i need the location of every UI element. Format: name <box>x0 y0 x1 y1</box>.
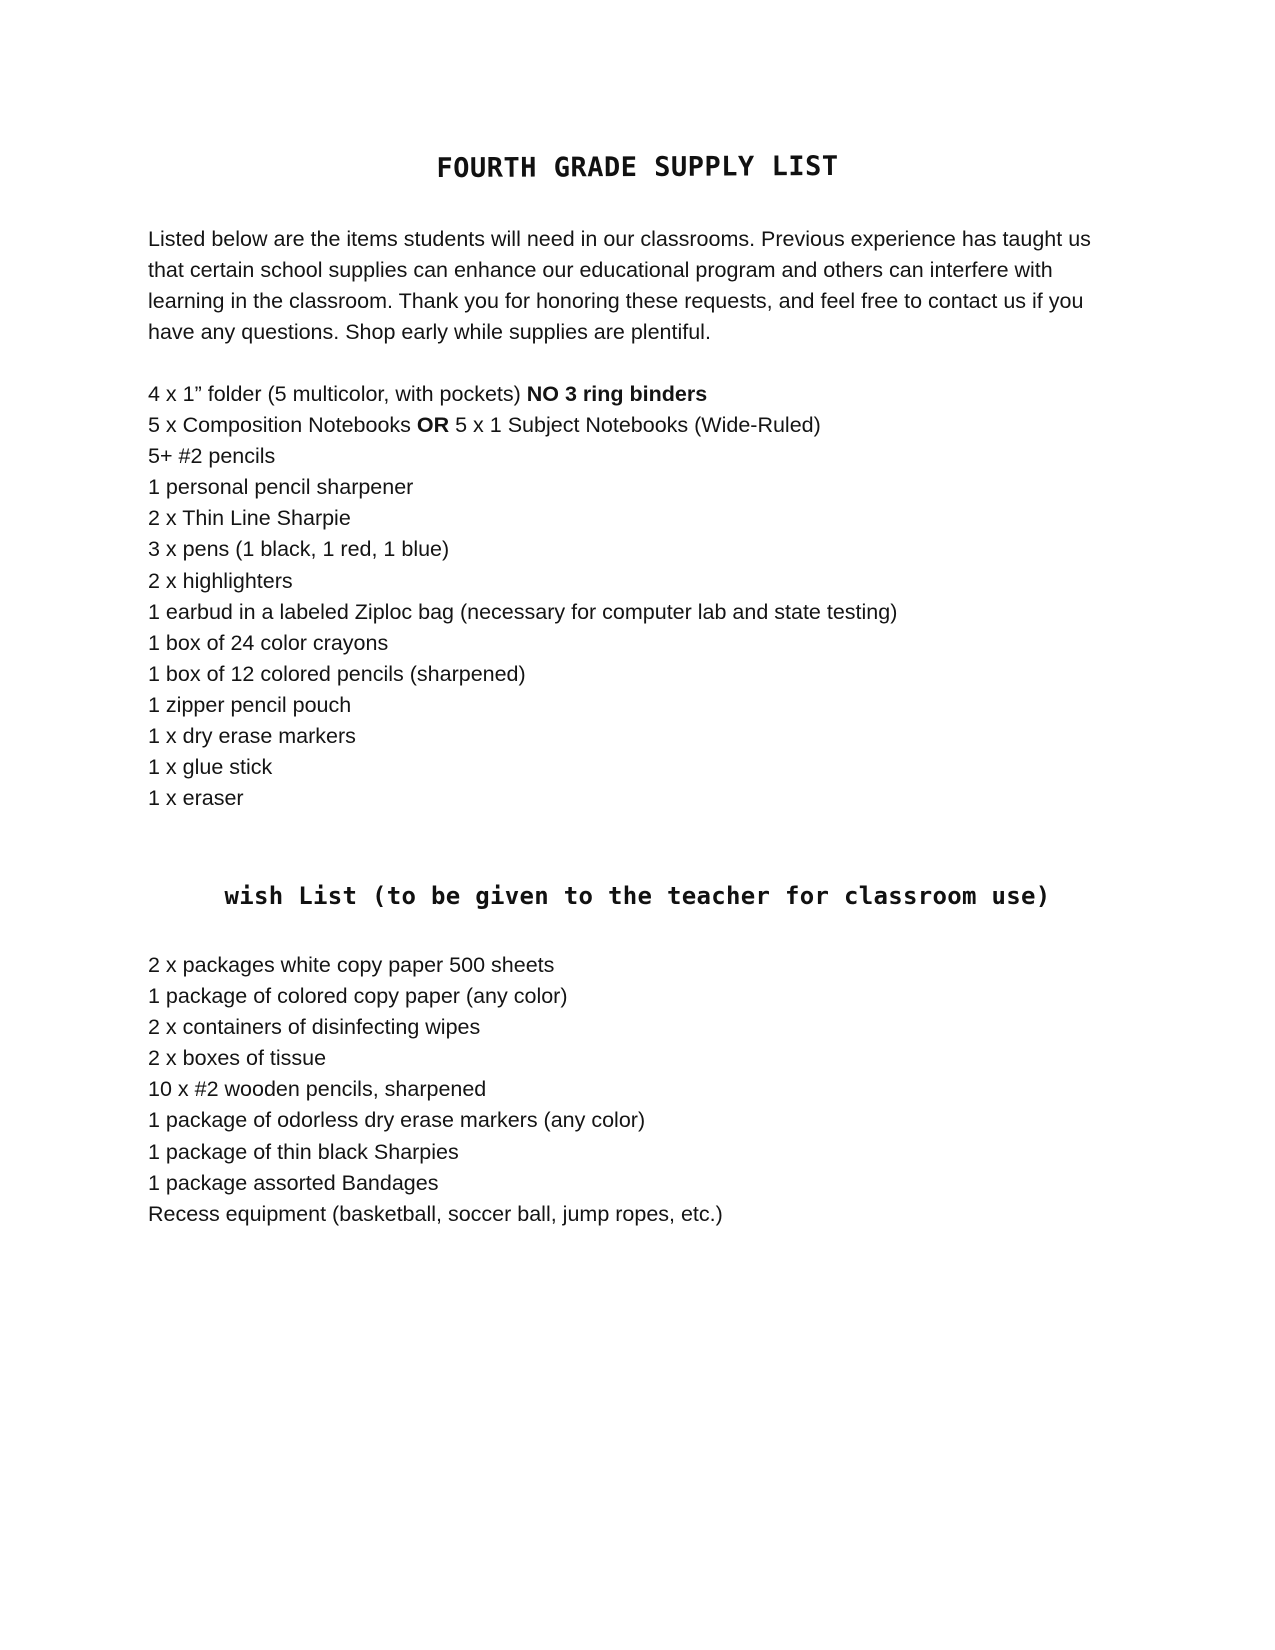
item-emphasis: NO 3 ring binders <box>526 382 708 406</box>
wish-list-heading: wish List (to be given to the teacher for classroom use) <box>224 882 1051 910</box>
list-item: 10 x #2 wooden pencils, sharpened <box>148 1077 487 1102</box>
intro-paragraph: Listed below are the items students will need in our classrooms. Previous experience has taught us that certain school supplies can enhance our educational program and others can interfere with learning in the classroom. Thank you for honoring these requests, and feel free to contact us if you have any questions. Shop early while supplies are plentiful. <box>148 227 1091 344</box>
list-item: 2 x Thin Line Sharpie <box>148 506 351 531</box>
item-emphasis: OR <box>416 413 450 438</box>
list-item: 2 x containers of disinfecting wipes <box>148 1015 481 1040</box>
list-item: 1 package of odorless dry erase markers (any color) <box>148 1108 646 1133</box>
item-text: 5 x Composition Notebooks <box>148 413 417 438</box>
list-item: 1 package of colored copy paper (any color) <box>148 984 568 1009</box>
list-item: 2 x boxes of tissue <box>148 1046 327 1071</box>
list-item: 1 box of 24 color crayons <box>148 630 389 655</box>
list-item <box>148 410 897 441</box>
list-item: 1 x glue stick <box>148 755 273 780</box>
list-item <box>148 379 897 410</box>
wish-list <box>148 950 723 1230</box>
list-item: 5+ #2 pencils <box>148 444 276 469</box>
supply-list <box>148 379 897 814</box>
item-text: 5 x 1 Subject Notebooks (Wide-Ruled) <box>449 413 821 438</box>
list-item: 1 box of 12 colored pencils (sharpened) <box>148 661 526 686</box>
page-title: FOURTH GRADE SUPPLY LIST <box>436 150 839 185</box>
list-item: 1 x eraser <box>148 786 244 811</box>
list-item: 1 personal pencil sharpener <box>148 475 414 500</box>
list-item: 1 package of thin black Sharpies <box>148 1139 459 1164</box>
list-item: 1 package assorted Bandages <box>148 1170 439 1195</box>
list-item: 1 zipper pencil pouch <box>148 692 352 717</box>
list-item: 3 x pens (1 black, 1 red, 1 blue) <box>148 537 450 562</box>
list-item: 1 earbud in a labeled Ziploc bag (necessary for computer lab and state testing) <box>148 599 898 624</box>
list-item: 1 x dry erase markers <box>148 724 356 749</box>
item-text: 4 x 1” folder (5 multicolor, with pockets) <box>148 382 527 406</box>
list-item: Recess equipment (basketball, soccer ball, jump ropes, etc.) <box>148 1201 723 1226</box>
list-item: 2 x packages white copy paper 500 sheets <box>148 953 555 977</box>
list-item: 2 x highlighters <box>148 568 293 593</box>
